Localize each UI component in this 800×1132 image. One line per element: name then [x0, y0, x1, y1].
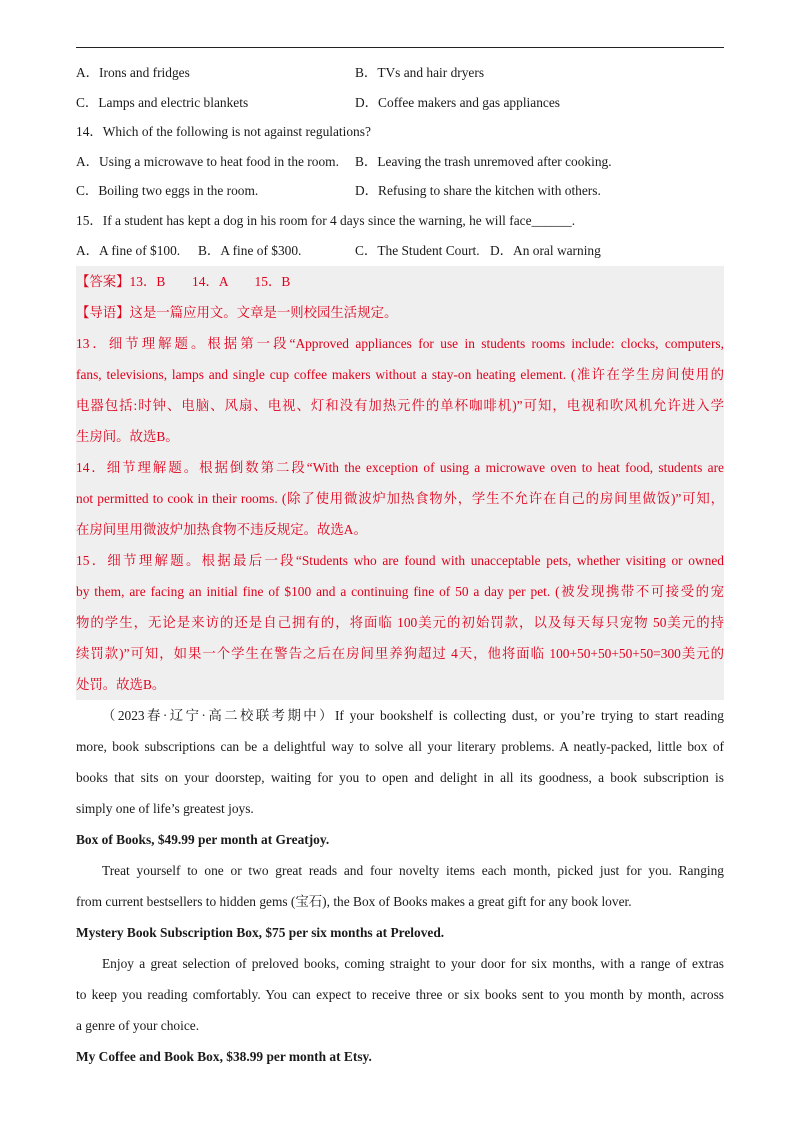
- explanation-15-line: 15．细节理解题。根据最后一段“Students who are found with unacceptable pets, whether visiting or owned: [76, 553, 724, 569]
- answer-guide: 【导语】这是一篇应用文。文章是一则校园生活规定。: [76, 305, 398, 321]
- answer-explanation-box: [76, 266, 724, 700]
- q15-option-a: A．A fine of $100.: [76, 242, 181, 258]
- q14-option-c: C．Boiling two eggs in the room.: [76, 183, 259, 199]
- q13-option-d: D．Coffee makers and gas appliances: [355, 94, 561, 110]
- q14-options-row-1: [76, 147, 724, 177]
- explanation-13-line: fans, televisions, lamps and single cup coffee makers without a stay-on heating element. (准许在学生房间使用的: [76, 367, 724, 383]
- q14-option-d: D．Refusing to share the kitchen with others.: [355, 183, 601, 199]
- section-paragraph-line: Enjoy a great selection of preloved books, coming straight to your door for six months, with a range of extras: [102, 956, 724, 972]
- q14-option-a: A．Using a microwave to heat food in the room.: [76, 153, 339, 169]
- explanation-13-line: 电器包括:时钟、电脑、风扇、电视、灯和没有加热元件的单杯咖啡机)”可知，电视和吹风机允许进入学: [76, 398, 724, 414]
- passage-intro-line: books that sits on your doorstep, waiting for you to open and delight in all its goodness, a book subscription is: [76, 770, 724, 786]
- explanation-14-line: 14．细节理解题。根据倒数第二段“With the exception of using a microwave oven to heat food, students are: [76, 460, 724, 476]
- explanation-14-line: not permitted to cook in their rooms. (除了使用微波炉加热食物外，学生不允许在自己的房间里做饭)”可知，: [76, 491, 724, 507]
- q13-option-c: C．Lamps and electric blankets: [76, 94, 249, 110]
- answer-key: 【答案】13．B 14．A 15．B: [76, 274, 291, 290]
- explanation-15-line: by them, are facing an initial fine of $100 and a continuing fine of 50 a day per pet. (被发现携带不可接受的宠: [76, 584, 724, 600]
- header-rule: [76, 47, 724, 48]
- section-paragraph-line: Treat yourself to one or two great reads and four novelty items each month, picked just for you. Ranging: [102, 863, 724, 879]
- q13-option-b: B．TVs and hair dryers: [355, 65, 485, 80]
- section-heading-coffee-book-box: My Coffee and Book Box, $38.99 per month at Etsy.: [76, 1049, 372, 1065]
- explanation-15-line: 续罚款)”可知，如果一个学生在警告之后在房间里养狗超过 4天，他将面临 100+50+50+50+50=300美元的: [76, 646, 724, 662]
- section-paragraph-line: a genre of your choice.: [76, 1018, 200, 1034]
- q14-options-row-2: [76, 176, 724, 206]
- q13-options-row-1: [76, 58, 724, 88]
- passage-intro-line: more, book subscriptions can be a delightful way to solve all your literary problems. A neatly-packed, little box of: [76, 739, 724, 755]
- section-heading-box-of-books: Box of Books, $49.99 per month at Greatjoy.: [76, 832, 330, 848]
- explanation-15-line: 处罚。故选B。: [76, 677, 166, 693]
- q13-option-a: A．Irons and fridges: [76, 65, 190, 80]
- q15-option-c: C．The Student Court.: [355, 242, 480, 258]
- passage-intro-line: simply one of life’s greatest joys.: [76, 801, 254, 817]
- q14-stem: 14．Which of the following is not against regulations?: [76, 124, 371, 140]
- explanation-15-line: 物的学生，无论是来访的还是自己拥有的，将面临 100美元的初始罚款，以及每天每只宠物 50美元的持: [76, 615, 724, 631]
- section-paragraph-line: from current bestsellers to hidden gems (宝石), the Box of Books makes a great gift for any book lover.: [76, 894, 632, 910]
- section-paragraph-line: to keep you reading comfortably. You can expect to receive three or six books sent to you month by month, across: [76, 987, 724, 1003]
- explanation-13-line: 生房间。故选B。: [76, 429, 179, 445]
- passage-intro-line: （2023春·辽宁·高二校联考期中）If your bookshelf is collecting dust, or you’re trying to start reading: [102, 708, 724, 724]
- explanation-13-line: 13．细节理解题。根据第一段“Approved appliances for use in students rooms include: clocks, computers,: [76, 336, 724, 352]
- explanation-14-line: 在房间里用微波炉加热食物不违反规定。故选A。: [76, 522, 367, 538]
- section-heading-mystery-box: Mystery Book Subscription Box, $75 per six months at Preloved.: [76, 925, 445, 941]
- q15-options-row: [76, 236, 724, 266]
- q15-option-b: B．A fine of $300.: [198, 242, 302, 258]
- document-page: [76, 58, 724, 1072]
- q14-option-b: B．Leaving the trash unremoved after cooking.: [355, 153, 612, 169]
- q15-stem: 15．If a student has kept a dog in his room for 4 days since the warning, he will face______.: [76, 212, 576, 228]
- q13-options-row-2: [76, 88, 724, 118]
- q15-option-d: D．An oral warning: [490, 242, 601, 258]
- reading-passage: [76, 700, 724, 1072]
